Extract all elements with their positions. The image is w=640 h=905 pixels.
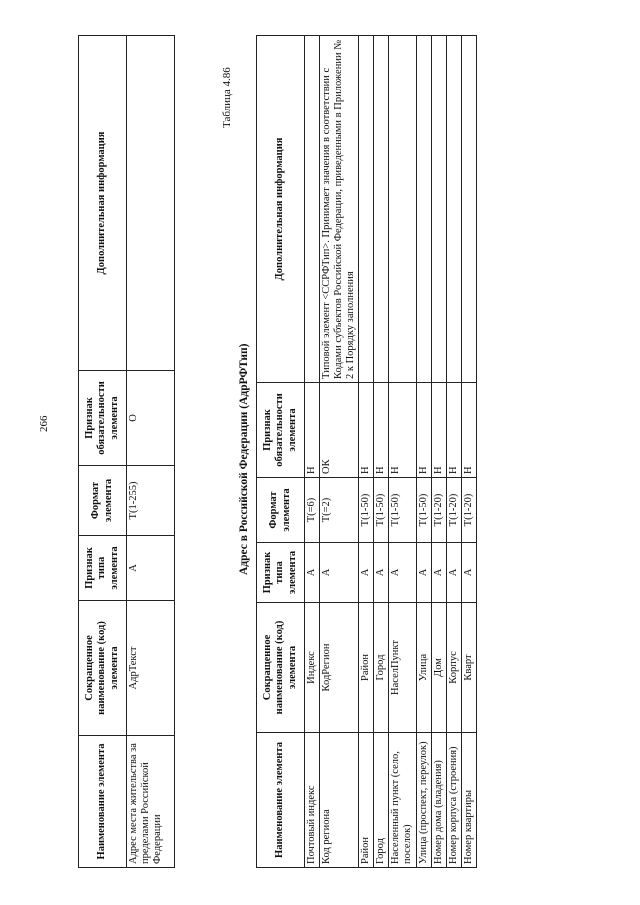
t2-cell-name: Номер квартиры bbox=[461, 733, 476, 868]
t2-cell-format: T(1-20) bbox=[461, 478, 476, 543]
t2-cell-info bbox=[389, 36, 416, 383]
t1-cell-info bbox=[127, 36, 175, 371]
table-2 bbox=[256, 35, 477, 868]
t2-cell-format: T(=6) bbox=[305, 478, 320, 543]
t2-cell-required: Н bbox=[359, 383, 374, 478]
table-2-header-row bbox=[257, 36, 305, 868]
t1-header-info: Дополнительная информация bbox=[79, 36, 127, 371]
t2-cell-type: А bbox=[431, 543, 446, 603]
table-2-wrapper bbox=[256, 35, 477, 868]
t2-cell-format: T(=2) bbox=[320, 478, 359, 543]
table-1 bbox=[78, 35, 175, 868]
table-1-wrapper bbox=[78, 35, 175, 868]
t1-header-code: Сокращенное наименование (код) элемента bbox=[79, 601, 127, 736]
t2-cell-code: Район bbox=[359, 603, 374, 733]
t2-cell-name: Код региона bbox=[320, 733, 359, 868]
t2-cell-required: Н bbox=[416, 383, 431, 478]
table-2-title: Адрес в Российской Федерации (АдрРФТип) bbox=[238, 343, 250, 575]
t1-header-format: Формат элемента bbox=[79, 466, 127, 536]
t2-header-type: Признак типа элемента bbox=[257, 543, 305, 603]
t2-cell-info bbox=[374, 36, 389, 383]
t2-cell-format: T(1-50) bbox=[389, 478, 416, 543]
t2-header-format: Формат элемента bbox=[257, 478, 305, 543]
t2-cell-code: Кварт bbox=[461, 603, 476, 733]
table-row bbox=[305, 36, 320, 868]
t2-cell-required: Н bbox=[305, 383, 320, 478]
t2-cell-name: Район bbox=[359, 733, 374, 868]
t2-cell-type: А bbox=[446, 543, 461, 603]
t2-cell-type: А bbox=[305, 543, 320, 603]
t2-cell-info bbox=[461, 36, 476, 383]
t1-header-required: Признак обязательности элемента bbox=[79, 371, 127, 466]
t2-cell-name: Номер корпуса (строения) bbox=[446, 733, 461, 868]
t1-cell-format: T(1-255) bbox=[127, 466, 175, 536]
t2-cell-code: КодРегион bbox=[320, 603, 359, 733]
t2-cell-format: T(1-20) bbox=[446, 478, 461, 543]
table-row bbox=[446, 36, 461, 868]
t2-cell-required: Н bbox=[431, 383, 446, 478]
t2-cell-type: А bbox=[416, 543, 431, 603]
t2-cell-type: А bbox=[374, 543, 389, 603]
t2-cell-required: Н bbox=[389, 383, 416, 478]
t2-cell-format: T(1-20) bbox=[431, 478, 446, 543]
table-row bbox=[431, 36, 446, 868]
t2-cell-format: T(1-50) bbox=[359, 478, 374, 543]
t2-cell-info bbox=[446, 36, 461, 383]
t1-header-type: Признак типа элемента bbox=[79, 536, 127, 601]
t2-cell-info bbox=[305, 36, 320, 383]
t2-cell-info bbox=[431, 36, 446, 383]
t1-header-name: Наименование элемента bbox=[79, 736, 127, 868]
table-2-caption: Таблица 4.86 bbox=[221, 67, 233, 128]
table-row bbox=[389, 36, 416, 868]
t1-cell-name: Адрес места жительства за пределами Российской Федерации bbox=[127, 736, 175, 868]
t2-header-name: Наименование элемента bbox=[257, 733, 305, 868]
table-row bbox=[127, 36, 175, 868]
t2-cell-required: Н bbox=[461, 383, 476, 478]
t2-cell-name: Населенный пункт (село, поселок) bbox=[389, 733, 416, 868]
t1-cell-code: АдрТекст bbox=[127, 601, 175, 736]
t2-cell-type: А bbox=[461, 543, 476, 603]
t2-cell-name: Город bbox=[374, 733, 389, 868]
t2-cell-format: T(1-50) bbox=[374, 478, 389, 543]
page-number: 266 bbox=[38, 415, 50, 432]
t2-cell-info bbox=[359, 36, 374, 383]
t2-cell-info: Типовой элемент <ССРФТип>. Принимает значения в соответствии с Кодами субъектов Российской Федерации, приведенными в Приложении № 2 к Порядку заполнения bbox=[320, 36, 359, 383]
t2-header-info: Дополнительная информация bbox=[257, 36, 305, 383]
t2-cell-code: Индекс bbox=[305, 603, 320, 733]
t2-cell-required: ОК bbox=[320, 383, 359, 478]
table-1-header-row bbox=[79, 36, 127, 868]
t2-header-code: Сокращенное наименование (код) элемента bbox=[257, 603, 305, 733]
t2-cell-code: НаселПункт bbox=[389, 603, 416, 733]
table-row bbox=[416, 36, 431, 868]
t2-cell-type: А bbox=[320, 543, 359, 603]
t2-cell-type: А bbox=[359, 543, 374, 603]
t2-cell-format: T(1-50) bbox=[416, 478, 431, 543]
t2-cell-code: Дом bbox=[431, 603, 446, 733]
table-row bbox=[461, 36, 476, 868]
t2-header-required: Признак обязательности элемента bbox=[257, 383, 305, 478]
t1-cell-required: О bbox=[127, 371, 175, 466]
table-row bbox=[359, 36, 374, 868]
t2-cell-code: Город bbox=[374, 603, 389, 733]
table-row bbox=[320, 36, 359, 868]
t2-cell-name: Почтовый индекс bbox=[305, 733, 320, 868]
table-row bbox=[374, 36, 389, 868]
t2-cell-code: Улица bbox=[416, 603, 431, 733]
t2-cell-type: А bbox=[389, 543, 416, 603]
t1-cell-type: А bbox=[127, 536, 175, 601]
t2-cell-required: Н bbox=[446, 383, 461, 478]
t2-cell-name: Улица (проспект, переулок) bbox=[416, 733, 431, 868]
t2-cell-info bbox=[416, 36, 431, 383]
t2-cell-code: Корпус bbox=[446, 603, 461, 733]
t2-cell-name: Номер дома (владения) bbox=[431, 733, 446, 868]
t2-cell-required: Н bbox=[374, 383, 389, 478]
